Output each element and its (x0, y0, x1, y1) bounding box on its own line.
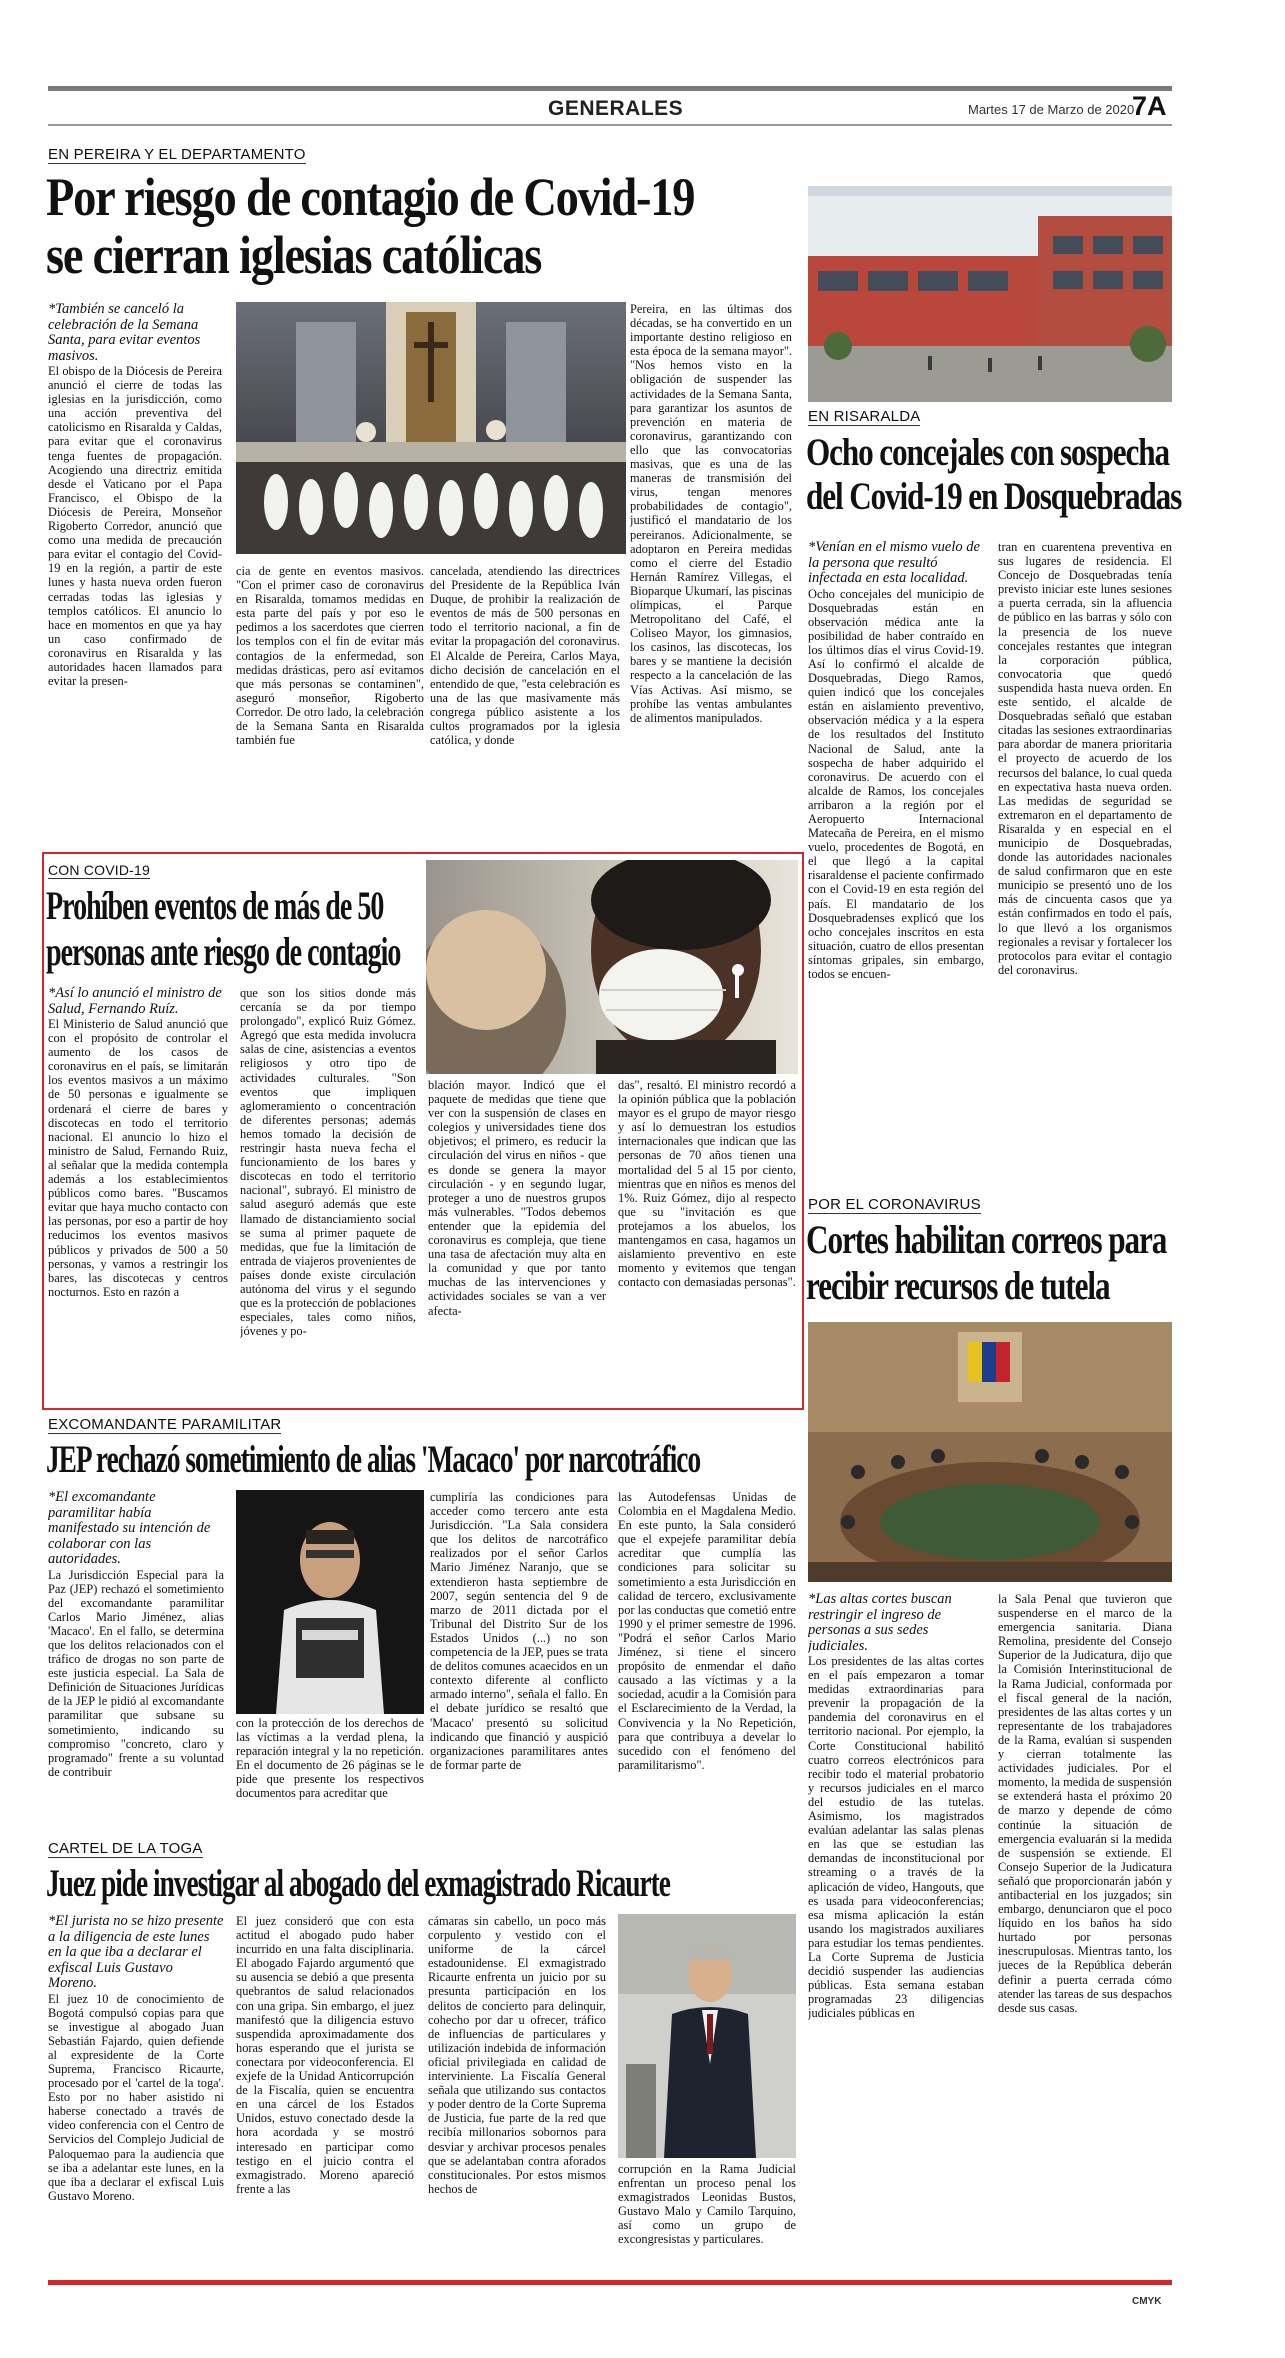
concejales-text-1: Ocho concejales del municipio de Dosquebradas están en observación médica ante la posibilidad de haber contraído en los últimos días el virus Covid-19. Así lo confirmó el alcalde de Dosquebradas, Diego Ramos, quien indicó que los concejales están en aislamiento preventivo, observación médica y a la espera de los resultados del Instituto Nacional de Salud, ante la sospecha de haber adquirido el coronavirus. De acuerdo con el alcalde de Ramos, los concejales arribaron a la región por el Aeropuerto Internacional Matecaña de Pereira, en el mismo vuelo, procedentes de Bogotá, en el que llegó a la capital risaraldense el paciente confirmado con el Covid-19 en esta región del país. El mandatario de los Dosquebradenses explicó que los ocho concejales inscritos en esta situación, cuatro de ellos presentan síntomas gripales, sin embargo, todos se encuen- (808, 586, 984, 982)
ricaurte-dek: *El jurista no se hizo presente a la diligencia de este lunes en la que iba a declarar el exfiscal Luis Gustavo Moreno. (48, 1914, 224, 1991)
concejales-title-line2: del Covid-19 en Dosquebradas (806, 475, 1182, 518)
man-vest-image (236, 1490, 424, 1714)
jep-column-2 (236, 1716, 424, 1836)
jep-title: JEP rechazó sometimiento de alias 'Macaco' por narcotráfico (46, 1438, 701, 1481)
correos-title-line2: recibir recursos de tutela (806, 1263, 1110, 1308)
ricaurte-column-2 (236, 1914, 414, 2274)
correos-column-1 (808, 1592, 984, 2218)
building-photo (808, 186, 1172, 402)
iglesias-kicker: EN PEREIRA Y EL DEPARTAMENTO (48, 146, 306, 163)
eventos-kicker: CON COVID-19 (48, 862, 150, 878)
iglesias-column-1 (48, 302, 222, 850)
concejales-text-2: tran en cuarentena preventiva en sus lugares de residencia. El Concejo de Dosquebradas tenía previsto iniciar este lunes sesiones a puerta cerrada, sin la afluencia de público en las barras y sólo con la presencia de los nueve concejales restantes que integran la corporación pública, convocatoria que quedó suspendida hasta nueva orden. En este sentido, el alcalde de Dosquebradas señaló que estaban citadas las sesiones extraordinarias para abordar de manera prioritaria el proyecto de acuerdo de los recursos del balance, lo cual queda en expectativa hasta nueva orden. Las medidas de seguridad se extremaron en el departamento de Risaralda y en especial en el municipio de Dosquebradas, donde las autoridades nacionales de salud confirmaron que en este municipio se presentó uno de los más de cincuenta casos que ya están confirmados en todo el país, lo que llevó a los organismos regionales a revisar y fortalecer los protocolos para evitar el contagio del coronavirus. (998, 540, 1172, 977)
ricaurte-text-4: corrupción en la Rama Judicial enfrentan un proceso penal los exmagistrados Leonidas Bustos, Gustavo Malo y Camilo Tarquino, así como un grupo de excongresistas y particulares. (618, 2162, 796, 2247)
ricaurte-photo (618, 1914, 796, 2158)
concejales-column-1 (808, 540, 984, 1190)
jep-column-1 (48, 1490, 224, 1836)
iglesias-dek: *También se canceló la celebración de la Semana Santa, para evitar eventos masivos. (48, 302, 201, 364)
court-room-image (808, 1322, 1172, 1582)
eventos-title-line1: Prohíben eventos de más de 50 (46, 883, 384, 928)
eventos-text-4: das", resaltó. El ministro recordó a la opinión pública que la población mayor es el grupo de mayor riesgo y así lo demuestran los estudios internacionales que indican que las personas de 70 años tienen una mortalidad del 5 al 15 por ciento, mientras que en niños es menos del 1%. Ruiz Gómez, dijo al respecto que su "invitación es que protejamos a los abuelos, los mantengamos en casa, hagamos un aislamiento preventivo en este momento y evitemos que tengan contacto con demasiadas personas". (618, 1078, 796, 1290)
macaco-photo (236, 1490, 424, 1714)
masthead-rule (48, 124, 1172, 126)
correos-dek: *Las altas cortes buscan restringir el ingreso de personas a sus sedes judiciales. (808, 1592, 952, 1654)
correos-column-2 (998, 1592, 1172, 2218)
top-rule (48, 86, 1172, 91)
iglesias-column-4 (630, 302, 792, 850)
correos-text-1: Los presidentes de las altas cortes en el país empezaron a tomar medidas extraordinarias para prevenir la propagación de la pandemia del coronavirus en el territorio nacional. Por ejemplo, la Corte Constitucional habilitó cuatro correos electrónicos para recibir todo el material probatorio y recursos judiciales en el marco del estudio de las tutelas. Asimismo, los magistrados evalúan adelantar las salas plenas en las que se estudian las demandas de inconstitucional por streaming o a través de la aplicación de video, Hangouts, que es usada para videoconferencias; esa misma aplicación la están usando los magistrados auxiliares para estudiar los temas pendientes. La Corte Suprema de Justicia decidió suspender las audiencias públicas. Esta semana estaban programadas 23 diligencias judiciales públicas en (808, 1654, 984, 2021)
section-name: GENERALES (548, 97, 684, 120)
jep-text-1: La Jurisdicción Especial para la Paz (JEP) rechazó el sometimiento del excomandante paramilitar Carlos Mario Jiménez, alias 'Macaco'. En el fallo, se determina que los delitos relacionados con el tráfico de drogas no son parte de este justicia especial. La Sala de Definición de Situaciones Jurídicas de la JEP le pidió al excomandante paramilitar que subsane su sometimiento, indicando su compromiso "concreto, claro y programado" frente a su voluntad de contribuir (48, 1567, 224, 1779)
eventos-text-2: que son los sitios donde más cercanía se da por tiempo prolongado", explicó Ruiz Gómez. Agregó que esta medida involucra salas de cine, asistencias a eventos religiosos y otro tipo de actividades culturales. "Son eventos que impliquen aglomeramiento o concentración de diferentes personas; además hemos tomado la decisión de restringir hasta nueva fecha el funcionamiento de los bares y discotecas en todo el territorio nacional", subrayó. El ministro de salud aseguró además que este llamado de distanciamiento social se suma al primer paquete de medidas, que fue la limitación de entrada de viajeros provenientes de países donde existe circulación autónoma del virus y el segundo que es la protección de poblaciones especiales, tales como niños, jóvenes y po- (240, 986, 416, 1339)
jep-dek: *El excomandante paramilitar había manifestado su intención de colaborar con las autoridades. (48, 1490, 211, 1567)
ricaurte-title: Juez pide investigar al abogado del exmagistrado Ricaurte (46, 1862, 670, 1905)
iglesias-title-line2: se cierran iglesias católicas (46, 225, 542, 285)
jep-text-4: las Autodefensas Unidas de Colombia en el Magdalena Medio. En este punto, la Sala consideró que el expejefe paramilitar debía acreditar que cumplía las condiciones para solicitar su sometimiento a esta Jurisdicción en calidad de tercero, exclusivamente por las conductas que cometió entre 1990 y el primer semestre de 1996. "Podrá el señor Carlos Mario Jiménez, si tiene el sincero propósito de enmendar el daño causado a las víctimas y a la sociedad, acudir a la Comisión para el Esclarecimiento de la Verdad, la Convivencia y la No Repetición, para que contribuya a develar lo sucedido con el fenómeno del paramilitarismo". (618, 1490, 796, 1772)
iglesias-text-3: cancelada, atendiendo las directrices del Presidente de la República Iván Duque, de prohibir la realización de eventos de más de 500 personas en todo el territorio nacional, a fin de evitar la propagación del coronavirus. El Alcalde de Pereira, Carlos Maya, dicho decisión de cancelación en el entendido de que, "esta celebración es una de las que masivamente más congrega público asistente a los cultos programados por la iglesia católica, y donde (430, 564, 620, 748)
ricaurte-text-2: El juez consideró que con esta actitud el abogado pudo haber incurrido en una falta disciplinaria. El abogado Fajardo argumentó que su ausencia se debió a que presenta quebrantos de salud relacionados con una gripa. Sin embargo, el juez manifestó que la diligencia estuvo suspendida aproximadamente dos horas esperando que el jurista se conectara por videoconferencia. El exjefe de la Unidad Anticorrupción de la Fiscalía, quien se encuentra en una cárcel de los Estados Unidos, estuvo conectado desde la hora acordada y se mostró interesado en participar como testigo en el juicio contra el exmagistrado. Moreno apareció frente a las (236, 1914, 414, 2196)
building-image (808, 186, 1172, 402)
iglesias-text-2: cia de gente en eventos masivos. "Con el primer caso de coronavirus en Risaralda, tomamos medidas en esta parte del país y por eso le pedimos a los sacerdotes que cierren los templos con el fin de evitar más contagios de la enfermedad, son medidas drásticas, pero así evitamos que más personas se contaminen", aseguró monseñor, Rigoberto Corredor. De otro lado, la celebración de la Semana Santa en Risaralda también fue (236, 564, 424, 748)
correos-kicker: POR EL CORONAVIRUS (808, 1196, 981, 1213)
eventos-column-2 (240, 986, 416, 1404)
eventos-title-line2: personas ante riesgo de contagio (46, 929, 401, 974)
iglesias-text-4: Pereira, en las últimas dos décadas, se ha convertido en un importante destino religioso en esta época de la semana mayor". "Nos hemos visto en la obligación de suspender las actividades de la Semana Santa, para garantizar los asuntos de prevención en materia de coronavirus, garantizando con ello que las convocatorias masivas, que es una de las maneras de transmisión del virus, tengan menores probabilidades de contagio", justificó el mandatario de los pereiranos. Adicionalmente, se adoptaron en Pereira medidas como el cierre del Estadio Hernán Ramírez Villegas, el Bioparque Ukumarí, las piscinas olímpicas, el Parque Metropolitano del Café, el Coliseo Mayor, los gimnasios, los casinos, las discotecas, los bares y se mantiene la decisión respecto a la cancelación de las Vías Activas. Así mismo, se prohíbe las ventas ambulantes de alimentos manipulados. (630, 302, 792, 725)
court-photo (808, 1322, 1172, 1582)
bottom-rule (48, 2280, 1172, 2285)
mask-photo (426, 860, 798, 1074)
iglesias-title-line1: Por riesgo de contagio de Covid-19 (46, 167, 695, 227)
eventos-dek: *Así lo anunció el ministro de Salud, Fernando Ruíz. (48, 986, 222, 1017)
church-photo (236, 302, 626, 554)
eventos-column-4 (618, 1078, 796, 1404)
iglesias-column-3 (430, 564, 620, 850)
ricaurte-column-4 (618, 2162, 796, 2274)
jep-text-3: cumpliría las condiciones para acceder como tercero ante esta Jurisdicción. "La Sala considera que los delitos de narcotráfico realizados por el señor Carlos Mario Jiménez Naranjo, que se extendieron hasta septiembre de 2007, según sentencia del 9 de marzo de 2011 dictada por el Tribunal del Distrito Sur de los Estados Unidos (...) no son competencia de la JEP, pues se trata de delitos comunes acaecidos en un contexto diferente al conflicto armado interno", señala el fallo. En el debate jurídico se resaltó que 'Macaco' presentó su solicitud indicando que financió y auspició organizaciones paramilitares antes de formar parte de (430, 1490, 608, 1772)
eventos-text-1: El Ministerio de Salud anunció que con el propósito de controlar el aumento de los casos de coronavirus en el país, se limitarán los eventos masivos a un máximo de 50 personas e igualmente se ordenará el cierre de bares y discotecas en todo el territorio nacional. El anuncio lo hizo el ministro de Salud, Fernando Ruiz, al señalar que la medida contempla además a los establecimientos públicos como bares. "Buscamos evitar que haya mucho contacto con las personas, por eso a partir de hoy reducimos los eventos masivos públicos y privados de 500 a 50 personas, y vamos a restringir los bares, las discotecas y centros nocturnos. Esto en razón a (48, 1017, 228, 1299)
jep-kicker: EXCOMANDANTE PARAMILITAR (48, 1416, 282, 1433)
eventos-column-3 (428, 1078, 606, 1404)
ricaurte-text-1: El juez 10 de conocimiento de Bogotá compulsó copias para que se investigue al abogado Juan Sebastián Fajardo, quien defiende al expresidente de la Corte Suprema, Francisco Ricaurte, procesado por el 'cartel de la toga'. Esto por no haber asistido ni haberse conectado a través de video conferencia con el Centro de Servicios del Complejo Judicial de Paloquemao para la audiencia que se iba a adelantar este lunes, en la que iba a declarar el exfiscal Luis Gustavo Moreno. (48, 1991, 224, 2203)
concejales-kicker: EN RISARALDA (808, 408, 921, 425)
printer-mark: CMYK (1132, 2296, 1162, 2307)
jep-column-4 (618, 1490, 796, 1836)
jep-text-2: con la protección de los derechos de las víctimas a la verdad plena, la reparación integral y la no repetición. En el documento de 26 páginas se le pide que presente los respectivos documentos para acreditar que (236, 1716, 424, 1801)
page-number: 7A (1132, 91, 1167, 121)
concejales-title-line1: Ocho concejales con sospecha (806, 431, 1169, 474)
iglesias-column-2 (236, 564, 424, 850)
correos-text-2: la Sala Penal que tuvieron que suspenderse en el marco de la emergencia sanitaria. Diana Remolina, presidente del Consejo Superior de la Judicatura, dijo que la Comisión Interinstitucional de la Rama Judicial, conformada por el fiscal general de la nación, presidentes de las altas cortes y un representante de los trabajadores de la Rama, evalúan si suspenden y cierran totalmente las actividades judiciales. Por el momento, la medida de suspensión se extenderá hasta el próximo 20 de marzo y depende de cómo continúe la situación de emergencia evaluarán si la medida de suspensión se extiende. El Consejo Superior de la Judicatura señaló que proporcionarán jabón y antibacterial en los juzgados; sin embargo, denunciaron que el poco líquido en los baños ha sido hurtado por personas inescrupulosas. Mientras tanto, los jueces de la República deberán definir a puerta cerrada cómo atender las tareas de sus despachos desde sus casas. (998, 1592, 1172, 2015)
page-date: Martes 17 de Marzo de 2020 (968, 102, 1135, 117)
face-mask-image (426, 860, 798, 1074)
eventos-text-3: blación mayor. Indicó que el paquete de medidas que tiene que ver con la suspensión de clases en colegios y universidades tiene dos objetivos; el primero, es reducir la circulación del virus en niños - que es donde se genera la mayor circulación - y en segundo lugar, proteger a uno de nuestros grupos más vulnerables. "Todos debemos entender que la epidemia del coronavirus es compleja, que tiene una tasa de afectación muy alta en la comunidad y que por tanto muchas de las intervenciones y actividades sociales se van a ver afecta- (428, 1078, 606, 1318)
iglesias-text-1: El obispo de la Diócesis de Pereira anunció el cierre de todas las iglesias en la jurisdicción, como una acción preventiva del catolicismo en Risaralda y Caldas, para evitar que el coronavirus tenga fuentes de propagación. Acogiendo una directriz emitida desde el Vaticano por el Papa Francisco, el Obispo de la Diócesis de Pereira, Monseñor Rigoberto Corredor, anunció que como una medida de precaución para evitar el contagio del Covid-19 en la región, a partir de este lunes y hasta nueva orden fueron cerradas todas las iglesias y templos católicos. El anuncio lo hace en momentos en que ya hay un caso confirmado de coronavirus en Risaralda y las autoridades hacen llamados para evitar la presen- (48, 364, 222, 689)
jep-column-3 (430, 1490, 608, 1836)
eventos-column-1 (48, 986, 228, 1404)
ricaurte-kicker: CARTEL DE LA TOGA (48, 1840, 203, 1857)
ricaurte-text-3: cámaras sin cabello, un poco más corpulento y vestido con el uniforme de la cárcel estadounidense. El exmagistrado Ricaurte enfrenta un juicio por su presunta participación en los delitos de concierto para delinquir, cohecho por dar u ofrecer, tráfico de influencias de particulares y utilización indebida de información oficial privilegiada en calidad de interviniente. La Fiscalía General señala que utilizando sus contactos y poder dentro de la Corte Suprema de Justicia, fue parte de la red que recibía millonarios sobornos para desviar y archivar procesos penales que se adelantaban contra aforados constitucionales. Por estos mismos hechos de (428, 1914, 606, 2196)
concejales-dek: *Venían en el mismo vuelo de la persona que resultó infectada en esta localidad. (808, 540, 980, 586)
man-suit-image (618, 1914, 796, 2158)
concejales-column-2 (998, 540, 1172, 1190)
correos-title-line1: Cortes habilitan correos para (806, 1217, 1167, 1262)
ricaurte-column-3 (428, 1914, 606, 2274)
church-interior-image (236, 302, 626, 554)
ricaurte-column-1 (48, 1914, 224, 2274)
